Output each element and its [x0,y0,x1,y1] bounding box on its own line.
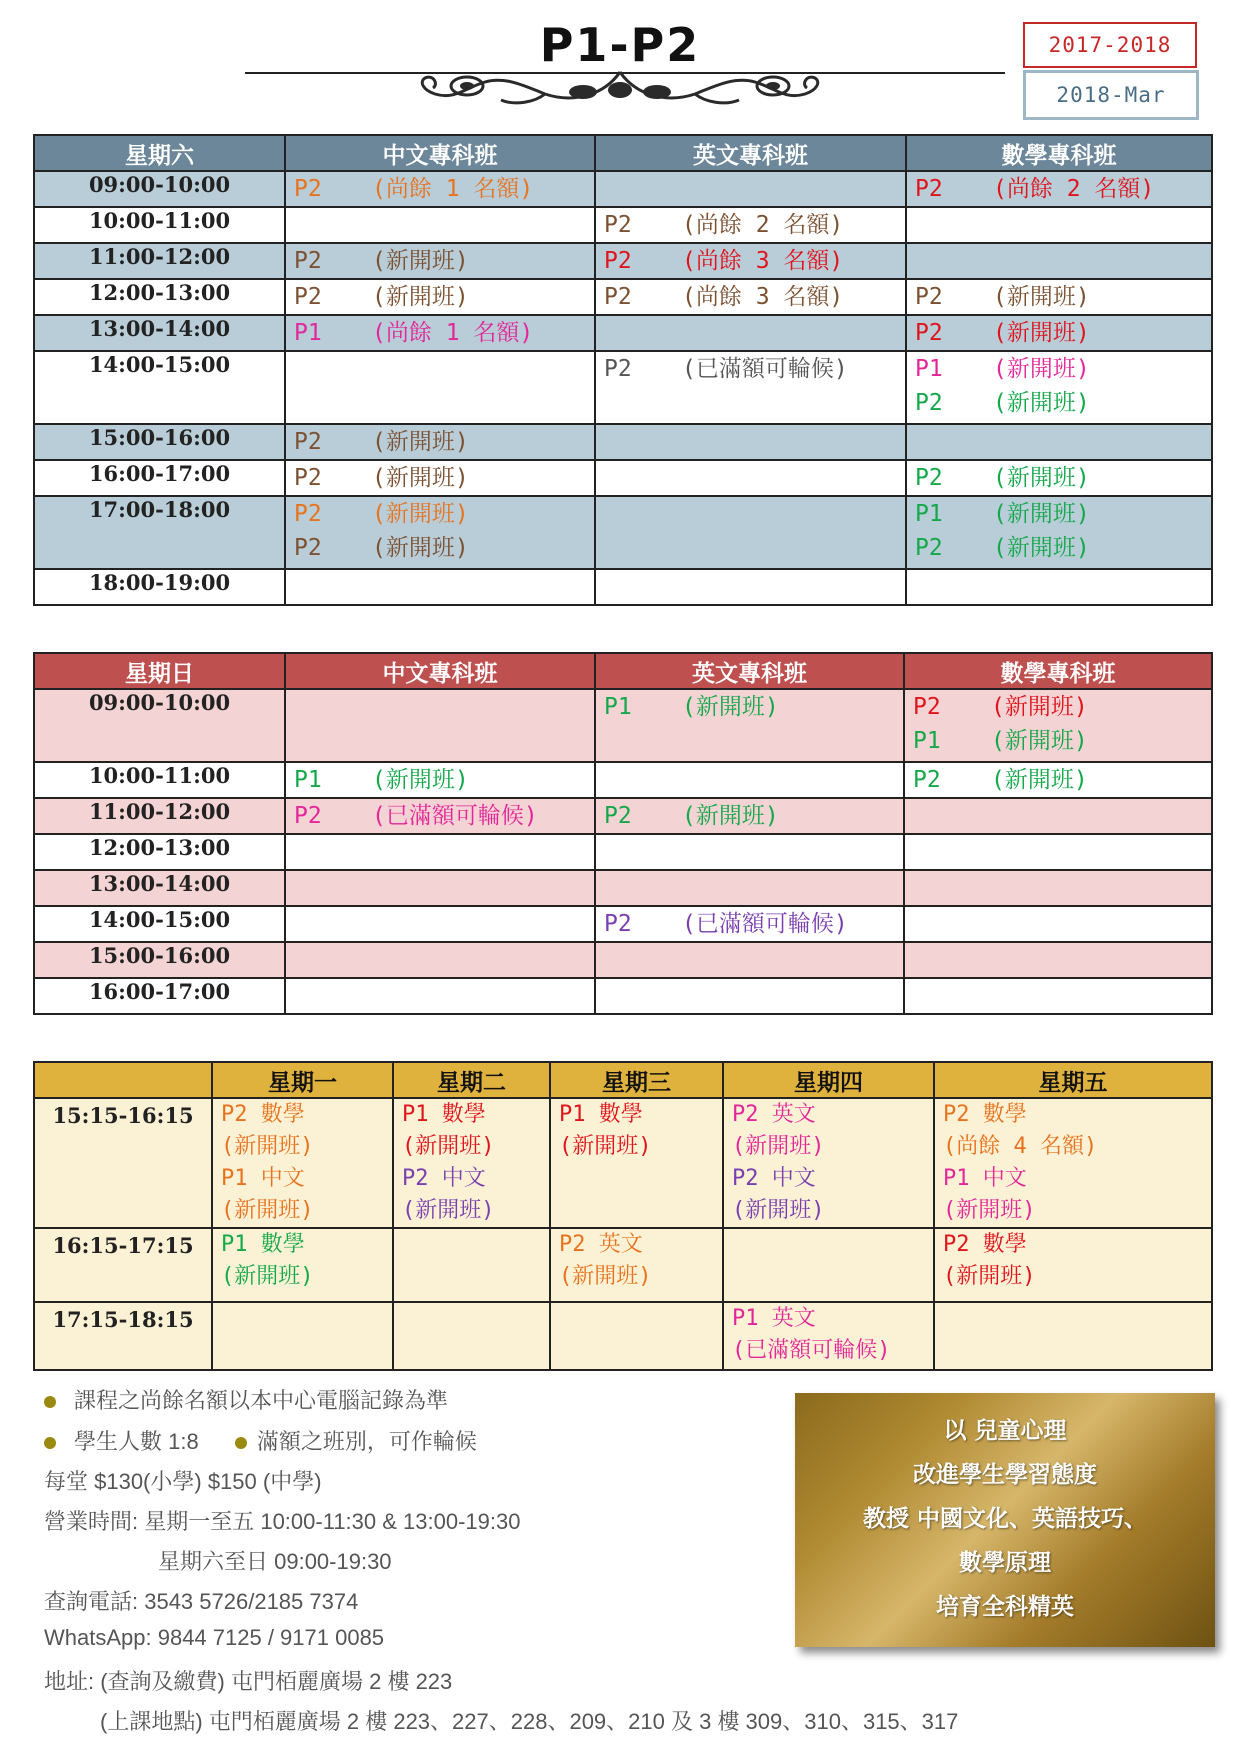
class-level: P2 [294,803,322,829]
class-level: P2 [913,694,941,720]
chinese-cell [285,762,595,798]
english-cell [595,762,904,798]
time-slot: 17:15-18:15 [34,1302,212,1370]
class-entry: (新開班) [221,1264,314,1289]
chinese-cell [285,171,595,207]
address-enquiry: 地址: (查詢及繳費) 屯門栢麗廣場 2 樓 223 [44,1669,453,1694]
math-cell [904,978,1212,1014]
bullet-icon [235,1437,247,1449]
math-cell [904,942,1212,978]
class-status: (新開班) [682,694,779,720]
class-entry: P2 數學 [943,1232,1027,1257]
class-level: P2 [294,535,322,561]
class-status: (新開班) [991,728,1088,754]
class-level: P2 [604,803,632,829]
table-row [34,243,1212,279]
class-level: P1 [294,320,322,346]
time-slot: 09:00-10:00 [34,689,285,762]
phone-info: 查詢電話: 3543 5726/2185 7374 [44,1589,359,1614]
english-cell [595,207,906,243]
time-slot: 09:00-10:00 [34,171,285,207]
chinese-cell [285,870,595,906]
class-entry [286,316,594,350]
class-entry [286,280,594,314]
time-slot: 11:00-12:00 [34,243,285,279]
class-status: (新開班) [991,694,1088,720]
class-entry: (已滿額可輪候) [732,1338,891,1363]
school-year-label: 2017-2018 [1023,22,1197,68]
math-cell [904,870,1212,906]
class-entry [907,461,1211,495]
class-entry: P1 數學 [402,1102,486,1127]
math-cell [906,351,1212,424]
math-cell [904,762,1212,798]
math-cell [904,834,1212,870]
class-entry: P1 中文 [221,1166,305,1191]
note-quota [44,1384,448,1415]
weekday-header-row [34,1062,1212,1098]
class-entry [286,425,594,459]
class-entry [596,799,903,833]
business-hours-weekday: 營業時間: 星期一至五 10:00-11:30 & 13:00-19:30 [44,1509,521,1534]
english-cell [595,424,906,460]
header-monday: 星期一 [212,1062,393,1098]
class-entry [907,386,1211,420]
time-slot: 11:00-12:00 [34,798,285,834]
bullet-icon [44,1437,56,1449]
slogan-line: 數學原理 [959,1550,1051,1576]
header-day: 星期六 [34,135,285,171]
header-corner [34,1062,212,1098]
class-entry: (新開班) [943,1198,1036,1223]
english-cell [595,798,904,834]
header-math: 數學專科班 [904,653,1212,689]
table-row [34,798,1212,834]
class-status: (尚餘 1 名額) [372,320,534,346]
class-level: P2 [913,767,941,793]
weekday-cell [212,1228,393,1302]
header-english: 英文專科班 [595,135,906,171]
class-entry: P2 中文 [732,1166,816,1191]
note-ratio-text: 學生人數 1:8 [74,1429,199,1454]
class-status: (新開班) [993,356,1090,382]
table-row [34,762,1212,798]
chinese-cell [285,243,595,279]
time-slot: 18:00-19:00 [34,569,285,605]
chinese-cell [285,279,595,315]
table-row [34,207,1212,243]
english-cell [595,171,906,207]
english-cell [595,351,906,424]
class-entry: P2 英文 [732,1102,816,1127]
class-entry [907,531,1211,565]
whatsapp-info: WhatsApp: 9844 7125 / 9171 0085 [44,1625,385,1650]
english-cell [595,906,904,942]
time-slot: 14:00-15:00 [34,351,285,424]
class-status: (已滿額可輪候) [372,803,538,829]
slogan-box [795,1393,1215,1647]
class-entry [907,172,1211,206]
class-entry [907,352,1211,386]
class-entry [596,280,905,314]
table-row [34,496,1212,569]
class-entry: P1 英文 [732,1306,816,1331]
class-status: (新開班) [372,767,469,793]
math-cell [906,279,1212,315]
class-entry [286,172,594,206]
time-slot: 15:00-16:00 [34,942,285,978]
class-entry [596,208,905,242]
english-cell [595,870,904,906]
header-chinese: 中文專科班 [285,135,595,171]
chinese-cell [285,424,595,460]
class-entry: (新開班) [402,1198,495,1223]
page-title: P1-P2 [539,18,701,72]
class-entry: P1 中文 [943,1166,1027,1191]
math-cell [906,207,1212,243]
class-entry: P2 數學 [221,1102,305,1127]
table-row [34,1098,1212,1228]
class-entry: (新開班) [732,1134,825,1159]
header-math: 數學專科班 [906,135,1212,171]
weekday-cell [550,1098,723,1228]
english-cell [595,315,906,351]
class-level: P2 [294,176,322,202]
saturday-timetable [33,134,1213,606]
note-quota-text: 課程之尚餘名額以本中心電腦記錄為準 [74,1388,449,1413]
weekday-cell [550,1228,723,1302]
class-entry [286,531,594,565]
class-entry: P2 英文 [559,1232,643,1257]
class-status: (新開班) [993,465,1090,491]
math-cell [906,243,1212,279]
time-slot: 10:00-11:00 [34,207,285,243]
class-entry: (新開班) [732,1198,825,1223]
time-slot: 12:00-13:00 [34,279,285,315]
header-friday: 星期五 [934,1062,1212,1098]
class-entry [907,316,1211,350]
time-slot: 16:00-17:00 [34,978,285,1014]
english-cell [595,834,904,870]
chinese-cell [285,569,595,605]
class-level: P2 [604,248,632,274]
weekday-cell [723,1228,934,1302]
class-status: (尚餘 2 名額) [682,212,844,238]
header-thursday: 星期四 [723,1062,934,1098]
chinese-cell [285,906,595,942]
class-status: (尚餘 3 名額) [682,248,844,274]
weekday-cell [212,1098,393,1228]
table-row [34,569,1212,605]
time-slot: 14:00-15:00 [34,906,285,942]
class-entry: P1 數學 [221,1232,305,1257]
class-level: P2 [915,465,943,491]
slogan-line: 教授 中國文化、英語技巧、 [862,1506,1147,1532]
table-row [34,689,1212,762]
class-entry [905,763,1211,797]
class-entry [596,907,903,941]
class-level: P1 [294,767,322,793]
class-status: (新開班) [372,429,469,455]
fee-info: 每堂 $130(小學) $150 (中學) [44,1469,322,1494]
slogan-line: 改進學生學習態度 [913,1462,1097,1488]
english-cell [595,942,904,978]
weekday-cell [723,1302,934,1370]
class-entry: (新開班) [559,1134,652,1159]
class-entry: (新開班) [221,1134,314,1159]
math-cell [906,460,1212,496]
class-status: (已滿額可輪候) [682,911,848,937]
table-row [34,315,1212,351]
class-entry: P2 數學 [943,1102,1027,1127]
address-classes: (上課地點) 屯門栢麗廣場 2 樓 223、227、228、209、210 及 3 樓 309、310、315、317 [100,1709,959,1734]
weekday-cell [393,1098,550,1228]
class-entry [286,763,594,797]
class-status: (尚餘 3 名額) [682,284,844,310]
class-level: P1 [604,694,632,720]
class-entry [596,244,905,278]
class-entry: (新開班) [402,1134,495,1159]
slogan-line: 培育全科精英 [936,1594,1074,1620]
time-slot: 10:00-11:00 [34,762,285,798]
time-slot: 17:00-18:00 [34,496,285,569]
english-cell [595,689,904,762]
time-slot: 16:00-17:00 [34,460,285,496]
chinese-cell [285,798,595,834]
ornament-flourish-icon [405,64,835,114]
table-row [34,424,1212,460]
chinese-cell [285,689,595,762]
class-entry: (新開班) [221,1198,314,1223]
class-entry [286,244,594,278]
class-level: P2 [294,248,322,274]
class-entry [596,690,903,724]
class-entry: (新開班) [559,1264,652,1289]
table-row [34,279,1212,315]
class-status: (新開班) [993,501,1090,527]
english-cell [595,978,904,1014]
table-row [34,834,1212,870]
math-cell [906,569,1212,605]
month-label: 2018-Mar [1023,70,1199,120]
chinese-cell [285,315,595,351]
chinese-cell [285,351,595,424]
math-cell [906,171,1212,207]
weekday-cell [393,1228,550,1302]
class-status: (新開班) [993,320,1090,346]
table-row [34,942,1212,978]
header-chinese: 中文專科班 [285,653,595,689]
chinese-cell [285,460,595,496]
class-entry [596,352,905,386]
chinese-cell [285,942,595,978]
class-level: P2 [294,284,322,310]
table-row [34,906,1212,942]
bullet-icon [44,1396,56,1408]
class-status: (新開班) [991,767,1088,793]
class-entry [907,280,1211,314]
note-waitlist-text: 滿額之班別，可作輪候 [256,1429,477,1454]
weekday-cell [550,1302,723,1370]
class-entry [286,461,594,495]
header-english: 英文專科班 [595,653,904,689]
table-row [34,171,1212,207]
class-level: P2 [915,284,943,310]
class-level: P2 [604,911,632,937]
chinese-cell [285,978,595,1014]
class-level: P2 [294,465,322,491]
weekday-cell [934,1228,1212,1302]
math-cell [904,798,1212,834]
chinese-cell [285,834,595,870]
class-status: (新開班) [993,390,1090,416]
class-entry [286,497,594,531]
class-level: P1 [915,356,943,382]
math-cell [906,424,1212,460]
class-entry [907,497,1211,531]
class-status: (新開班) [372,535,469,561]
table-row [34,1302,1212,1370]
weekday-timetable [33,1061,1213,1371]
note-class-size [44,1425,477,1456]
class-level: P2 [604,212,632,238]
math-cell [904,689,1212,762]
english-cell [595,496,906,569]
time-slot: 12:00-13:00 [34,834,285,870]
class-status: (新開班) [372,248,469,274]
weekday-cell [723,1098,934,1228]
class-level: P2 [294,429,322,455]
sunday-header-row [34,653,1212,689]
class-entry: (新開班) [943,1264,1036,1289]
table-row [34,351,1212,424]
english-cell [595,279,906,315]
class-level: P2 [915,390,943,416]
english-cell [595,243,906,279]
weekday-cell [212,1302,393,1370]
table-row [34,460,1212,496]
class-status: (尚餘 2 名額) [993,176,1155,202]
class-entry: P2 中文 [402,1166,486,1191]
math-cell [904,906,1212,942]
class-entry: (尚餘 4 名額) [943,1134,1098,1159]
class-status: (新開班) [682,803,779,829]
class-entry [905,690,1211,724]
math-cell [906,315,1212,351]
english-cell [595,569,906,605]
table-row [34,870,1212,906]
weekday-cell [393,1302,550,1370]
header-tuesday: 星期二 [393,1062,550,1098]
business-hours-weekend: 星期六至日 09:00-19:30 [158,1549,392,1574]
sunday-timetable [33,652,1213,1015]
time-slot: 15:00-16:00 [34,424,285,460]
class-level: P2 [915,320,943,346]
chinese-cell [285,496,595,569]
table-row [34,1228,1212,1302]
header-day: 星期日 [34,653,285,689]
time-slot: 16:15-17:15 [34,1228,212,1302]
class-entry: P1 數學 [559,1102,643,1127]
class-entry [905,724,1211,758]
class-status: (新開班) [372,501,469,527]
class-level: P2 [294,501,322,527]
class-status: (尚餘 1 名額) [372,176,534,202]
class-entry [286,799,594,833]
class-status: (新開班) [993,284,1090,310]
class-status: (新開班) [372,284,469,310]
time-slot: 13:00-14:00 [34,315,285,351]
time-slot: 13:00-14:00 [34,870,285,906]
slogan-line: 以 兒童心理 [943,1418,1067,1444]
header-wednesday: 星期三 [550,1062,723,1098]
weekday-cell [934,1302,1212,1370]
class-status: (新開班) [993,535,1090,561]
table-row [34,978,1212,1014]
class-level: P2 [604,356,632,382]
class-status: (新開班) [372,465,469,491]
chinese-cell [285,207,595,243]
class-level: P2 [915,176,943,202]
time-slot: 15:15-16:15 [34,1098,212,1228]
english-cell [595,460,906,496]
class-level: P1 [913,728,941,754]
class-level: P2 [915,535,943,561]
saturday-header-row [34,135,1212,171]
class-level: P1 [915,501,943,527]
class-level: P2 [604,284,632,310]
class-status: (已滿額可輪候) [682,356,848,382]
math-cell [906,496,1212,569]
weekday-cell [934,1098,1212,1228]
